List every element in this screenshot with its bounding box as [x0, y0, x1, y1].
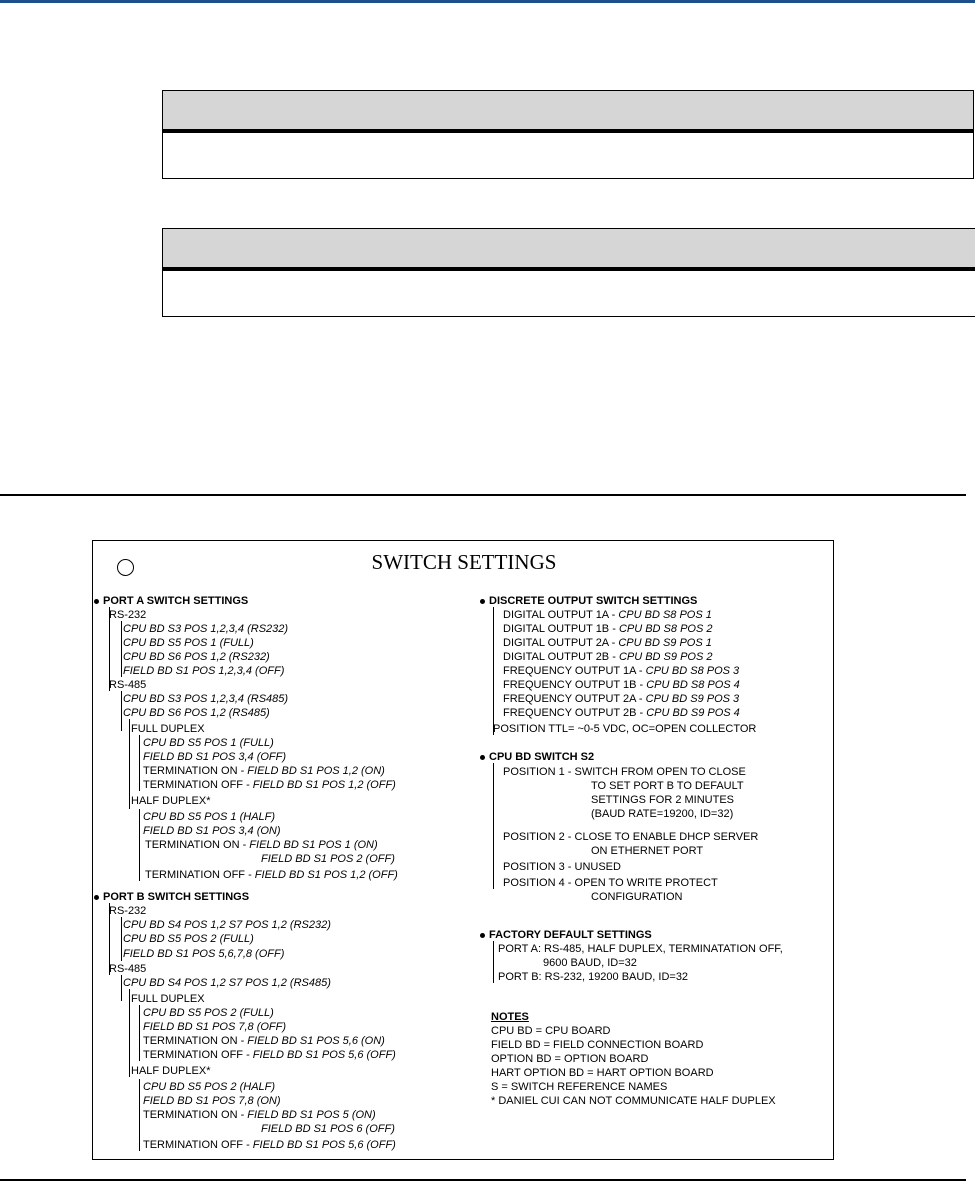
tree-line — [121, 917, 122, 961]
setting-line — [491, 1081, 667, 1094]
figure-title: SWITCH SETTINGS — [371, 550, 557, 574]
setting-line — [145, 839, 378, 852]
setting-line — [503, 609, 712, 622]
setting-line — [491, 1067, 714, 1080]
setting-text: RS-485 — [109, 679, 147, 691]
setting-line — [503, 707, 740, 720]
setting-line — [143, 1007, 274, 1020]
setting-line — [143, 811, 275, 824]
setting-line — [261, 853, 395, 866]
setting-line — [491, 1039, 703, 1052]
setting-text: FIELD BD S1 POS 6 (OFF) — [261, 1123, 395, 1135]
setting-text: (BAUD RATE=19200, ID=32) — [591, 808, 734, 820]
setting-text: FREQUENCY OUTPUT 1B - — [503, 679, 647, 691]
setting-line — [123, 637, 254, 650]
setting-line — [503, 679, 740, 692]
setting-line — [109, 963, 146, 976]
setting-text: DIGITAL OUTPUT 1A - — [503, 609, 619, 621]
setting-text: PORT B: RS-232, 19200 BAUD, ID=32 — [498, 971, 689, 983]
bullet-dot-icon — [480, 599, 485, 604]
setting-line — [498, 971, 688, 984]
setting-reference: FIELD BD S1 POS 1,2 (OFF) — [254, 869, 398, 881]
setting-text: HART OPTION BD = HART OPTION BOARD — [491, 1067, 714, 1079]
setting-line — [143, 1081, 275, 1094]
setting-text: CPU BD S5 POS 2 (FULL) — [123, 933, 254, 945]
setting-line — [143, 765, 385, 778]
tree-line — [139, 1005, 140, 1061]
setting-text: CPU BD S4 POS 1,2 S7 POS 1,2 (RS485) — [123, 977, 331, 989]
tree-line — [139, 735, 140, 791]
setting-text: POSITION 3 - UNUSED — [503, 861, 621, 873]
setting-text: S = SWITCH REFERENCE NAMES — [491, 1081, 668, 1093]
setting-line — [143, 779, 396, 792]
tree-line — [121, 691, 122, 731]
setting-text: FIELD BD S1 POS 7,8 (OFF) — [143, 1021, 287, 1033]
setting-line — [143, 1139, 396, 1152]
header-rule — [0, 0, 975, 3]
section-heading — [103, 891, 249, 904]
setting-text: DISCRETE OUTPUT SWITCH SETTINGS — [489, 595, 698, 607]
tree-line — [493, 607, 494, 735]
setting-line — [109, 905, 146, 918]
setting-reference: CPU BD S9 POS 1 — [618, 637, 712, 649]
setting-text: CPU BD S6 POS 1,2 (RS485) — [123, 707, 270, 719]
setting-line — [503, 637, 712, 650]
setting-text: NOTES — [491, 1011, 529, 1023]
setting-text: TERMINATION OFF - — [145, 869, 255, 881]
setting-text: FIELD BD = FIELD CONNECTION BOARD — [491, 1039, 704, 1051]
setting-line — [143, 737, 274, 750]
bullet-dot-icon — [480, 933, 485, 938]
section-heading — [489, 751, 594, 764]
note-box-body — [163, 271, 975, 316]
setting-line — [131, 993, 205, 1006]
setting-text: TERMINATION ON - — [143, 1035, 248, 1047]
setting-line — [503, 651, 712, 664]
setting-reference: FIELD BD S1 POS 1 (ON) — [249, 839, 378, 851]
setting-text: CPU BD S5 POS 1 (HALF) — [143, 811, 276, 823]
section-heading — [103, 595, 248, 608]
section-divider — [0, 494, 966, 496]
setting-text: CPU BD S5 POS 2 (FULL) — [143, 1007, 274, 1019]
tree-line — [129, 989, 130, 1077]
setting-line — [123, 623, 288, 636]
setting-text: FULL DUPLEX — [131, 993, 205, 1005]
setting-text: FIELD BD S1 POS 7,8 (ON) — [143, 1095, 281, 1107]
setting-text: CPU BD S3 POS 1,2,3,4 (RS485) — [123, 693, 289, 705]
setting-line — [591, 845, 703, 858]
setting-text: POSITION 1 - SWITCH FROM OPEN TO CLOSE — [503, 766, 746, 778]
setting-line — [143, 1035, 385, 1048]
setting-line — [503, 693, 739, 706]
setting-line — [145, 869, 398, 882]
setting-text: RS-232 — [109, 905, 147, 917]
setting-line — [491, 1025, 611, 1038]
setting-reference: FIELD BD S1 POS 1,2 (ON) — [247, 765, 385, 777]
setting-text: CPU BD S5 POS 2 (HALF) — [143, 1081, 276, 1093]
setting-text: FREQUENCY OUTPUT 2B - — [503, 707, 647, 719]
setting-line — [498, 943, 783, 956]
note-box-2 — [162, 228, 975, 317]
setting-text: 9600 BAUD, ID=32 — [543, 957, 637, 969]
setting-text: TERMINATION OFF - — [143, 1139, 253, 1151]
setting-line — [543, 957, 637, 970]
setting-line — [503, 831, 758, 844]
setting-text: FACTORY DEFAULT SETTINGS — [489, 929, 652, 941]
setting-line — [123, 693, 288, 706]
setting-text: RS-232 — [109, 609, 147, 621]
setting-text: DIGITAL OUTPUT 1B - — [503, 623, 619, 635]
setting-reference: FIELD BD S1 POS 5,6 (ON) — [247, 1035, 385, 1047]
tree-line — [121, 621, 122, 677]
setting-line — [143, 1049, 396, 1062]
setting-line — [503, 877, 718, 890]
setting-text: TERMINATION ON - — [143, 1109, 248, 1121]
setting-text: POSITION 2 - CLOSE TO ENABLE DHCP SERVER — [503, 831, 759, 843]
note-box-1 — [162, 90, 974, 179]
setting-line — [143, 1021, 286, 1034]
note-box-header — [163, 91, 973, 133]
setting-line — [591, 891, 682, 904]
section-heading — [489, 929, 652, 942]
setting-text: POSITION TTL= ~0-5 VDC, OC=OPEN COLLECTOR — [493, 723, 757, 735]
setting-reference: CPU BD S8 POS 4 — [646, 679, 740, 691]
setting-text: RS-485 — [109, 963, 147, 975]
setting-text: * DANIEL CUI CAN NOT COMMUNICATE HALF DUPLEX — [491, 1095, 776, 1107]
setting-reference: CPU BD S9 POS 3 — [645, 693, 740, 705]
section-heading — [489, 595, 697, 608]
bullet-dot-icon — [480, 755, 485, 760]
setting-text: TERMINATION OFF - — [143, 779, 253, 791]
setting-reference: CPU BD S8 POS 3 — [645, 665, 740, 677]
setting-line — [591, 780, 744, 793]
setting-text: PORT B SWITCH SETTINGS — [103, 891, 250, 903]
setting-text: SETTINGS FOR 2 MINUTES — [591, 794, 735, 806]
tree-line — [139, 1079, 140, 1151]
setting-text: PORT A SWITCH SETTINGS — [103, 595, 249, 607]
setting-text: FIELD BD S1 POS 2 (OFF) — [261, 853, 395, 865]
setting-text: CPU BD SWITCH S2 — [489, 751, 595, 763]
setting-line — [143, 1095, 281, 1108]
setting-text: DIGITAL OUTPUT 2B - — [503, 651, 619, 663]
setting-reference: FIELD BD S1 POS 5,6 (OFF) — [252, 1139, 396, 1151]
setting-text: CPU BD S5 POS 1 (FULL) — [143, 737, 274, 749]
setting-text: FULL DUPLEX — [131, 723, 205, 735]
setting-line — [143, 751, 286, 764]
setting-text: FREQUENCY OUTPUT 1A - — [503, 665, 646, 677]
setting-line — [123, 977, 331, 990]
setting-line — [123, 933, 254, 946]
setting-line — [503, 623, 712, 636]
setting-line — [503, 665, 739, 678]
setting-line — [123, 919, 331, 932]
setting-reference: FIELD BD S1 POS 5,6 (OFF) — [252, 1049, 396, 1061]
setting-reference: CPU BD S8 POS 2 — [618, 623, 713, 635]
setting-text: HALF DUPLEX* — [131, 1065, 211, 1077]
bullet-dot-icon — [94, 599, 99, 604]
setting-text: HALF DUPLEX* — [131, 795, 211, 807]
setting-line — [109, 679, 146, 692]
setting-text: CPU BD S3 POS 1,2,3,4 (RS232) — [123, 623, 289, 635]
setting-line — [491, 1011, 529, 1024]
setting-text: FIELD BD S1 POS 3,4 (OFF) — [143, 751, 287, 763]
setting-reference: CPU BD S8 POS 1 — [618, 609, 712, 621]
setting-line — [491, 1095, 776, 1108]
setting-text: TERMINATION ON - — [143, 765, 248, 777]
setting-text: PORT A: RS-485, HALF DUPLEX, TERMINATATION OFF, — [498, 943, 783, 955]
tree-line — [139, 809, 140, 881]
tree-line — [493, 763, 494, 889]
setting-text: FIELD BD S1 POS 3,4 (ON) — [143, 825, 281, 837]
setting-text: OPTION BD = OPTION BOARD — [491, 1053, 649, 1065]
setting-text: CPU BD S6 POS 1,2 (RS232) — [123, 651, 270, 663]
setting-text: CPU BD S4 POS 1,2 S7 POS 1,2 (RS232) — [123, 919, 331, 931]
setting-line — [491, 1053, 648, 1066]
setting-line — [261, 1123, 395, 1136]
setting-text: DIGITAL OUTPUT 2A - — [503, 637, 619, 649]
setting-line — [493, 723, 756, 736]
setting-line — [131, 723, 205, 736]
footer-rule — [0, 1179, 966, 1181]
tree-line — [121, 975, 122, 1001]
note-box-body — [163, 133, 973, 178]
setting-line — [143, 1109, 376, 1122]
setting-line — [503, 766, 746, 779]
setting-reference: FIELD BD S1 POS 5 (ON) — [247, 1109, 376, 1121]
setting-line — [131, 795, 210, 808]
bullet-dot-icon — [94, 895, 99, 900]
note-box-header — [163, 229, 975, 271]
setting-text: TERMINATION OFF - — [143, 1049, 253, 1061]
setting-text: FIELD BD S1 POS 1,2,3,4 (OFF) — [123, 665, 285, 677]
setting-line — [591, 808, 733, 821]
setting-line — [123, 707, 270, 720]
setting-text: FREQUENCY OUTPUT 2A - — [503, 693, 646, 705]
setting-text: POSITION 4 - OPEN TO WRITE PROTECT — [503, 877, 718, 889]
setting-text: CONFIGURATION — [591, 891, 683, 903]
setting-reference: FIELD BD S1 POS 1,2 (OFF) — [252, 779, 396, 791]
switch-settings-figure — [92, 540, 834, 1160]
setting-text: ON ETHERNET PORT — [591, 845, 704, 857]
setting-line — [109, 609, 146, 622]
setting-line — [591, 794, 734, 807]
setting-line — [123, 665, 284, 678]
setting-line — [503, 861, 621, 874]
setting-reference: CPU BD S9 POS 2 — [618, 651, 713, 663]
setting-text: CPU BD S5 POS 1 (FULL) — [123, 637, 254, 649]
setting-line — [123, 651, 270, 664]
setting-text: TERMINATION ON - — [145, 839, 250, 851]
setting-line — [123, 948, 284, 961]
setting-reference: CPU BD S9 POS 4 — [646, 707, 740, 719]
setting-line — [131, 1065, 210, 1078]
tree-line — [129, 719, 130, 809]
setting-line — [143, 825, 281, 838]
setting-text: FIELD BD S1 POS 5,6,7,8 (OFF) — [123, 948, 285, 960]
setting-text: TO SET PORT B TO DEFAULT — [591, 780, 744, 792]
setting-text: CPU BD = CPU BOARD — [491, 1025, 611, 1037]
tree-line — [493, 941, 494, 983]
